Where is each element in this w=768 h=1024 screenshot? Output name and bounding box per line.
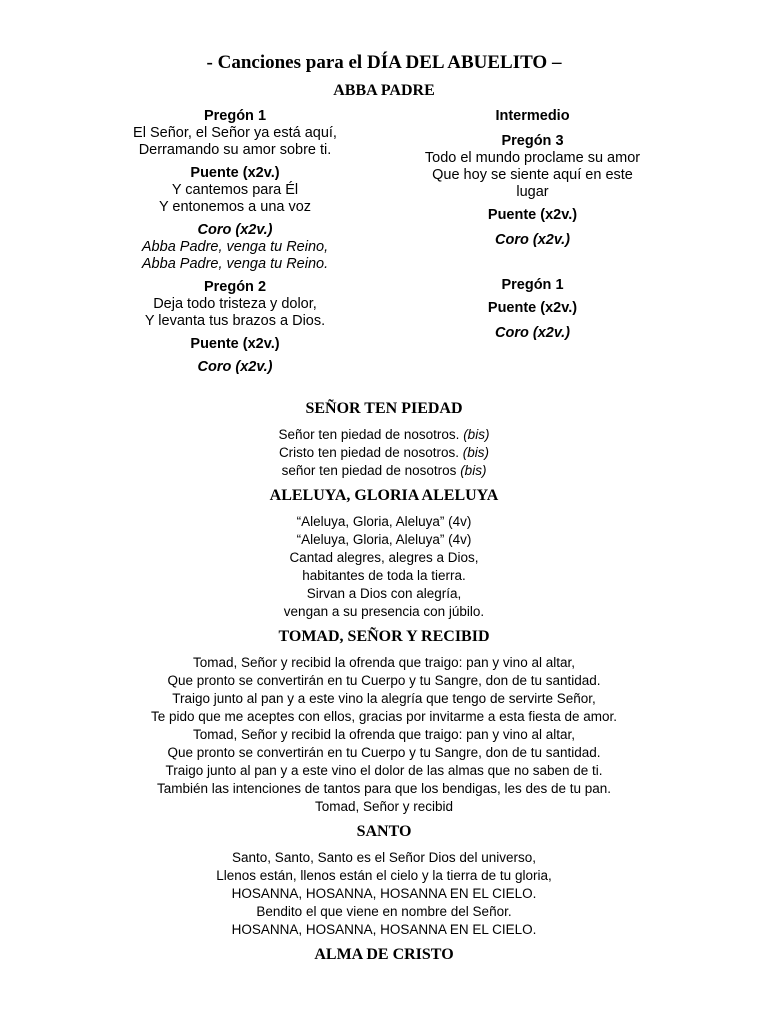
lyric-line: Derramando su amor sobre ti. bbox=[138, 142, 332, 158]
abba-left-column bbox=[110, 108, 360, 376]
page-title-prefix: - Canciones para el bbox=[206, 52, 367, 73]
bis-marker: (bis) bbox=[463, 427, 490, 442]
lyric-line: Te pido que me aceptes con ellos, gracias por invitarme a esta fiesta de amor. bbox=[150, 709, 617, 724]
lyric-line: También las intenciones de tantos para que los bendigas, les des de tu pan. bbox=[156, 781, 612, 796]
intermedio-label: Intermedio bbox=[495, 108, 570, 124]
lyric-line: Tomad, Señor y recibid bbox=[314, 799, 454, 814]
lyric-line: Abba Padre, venga tu Reino. bbox=[141, 256, 329, 272]
aleluya-lyrics bbox=[0, 513, 768, 621]
lyric-line bbox=[0, 462, 768, 480]
pregon-3-label: Pregón 3 bbox=[501, 133, 564, 149]
lyric-line: vengan a su presencia con júbilo. bbox=[283, 604, 485, 619]
puente-label: Puente (x2v.) bbox=[190, 336, 280, 352]
coro-label: Coro (x2v.) bbox=[495, 232, 570, 248]
lyric-line: lugar bbox=[516, 184, 549, 200]
lyric-line: Abba Padre, venga tu Reino, bbox=[141, 239, 329, 255]
abba-right-column bbox=[405, 108, 660, 342]
coro-label: Coro (x2v.) bbox=[197, 359, 273, 375]
lyric-line: “Aleluya, Gloria, Aleluya” (4v) bbox=[296, 532, 472, 547]
lyric-line: Deja todo tristeza y dolor, bbox=[153, 296, 317, 312]
song-title-tomad: TOMAD, SEÑOR Y RECIBID bbox=[278, 628, 490, 645]
lyric-line: Que pronto se convertirán en tu Cuerpo y tu Sangre, don de tu santidad. bbox=[167, 673, 601, 688]
page-title-main: DÍA DEL ABUELITO – bbox=[366, 52, 562, 73]
puente-label: Puente (x2v.) bbox=[190, 165, 280, 181]
spacer bbox=[405, 249, 660, 271]
lyric-line: Cantad alegres, alegres a Dios, bbox=[289, 550, 479, 565]
lyric-line: Traigo junto al pan y a este vino la alegría que tengo de servirte Señor, bbox=[172, 691, 596, 706]
puente-label: Puente (x2v.) bbox=[487, 207, 578, 223]
lyric-text: señor ten piedad de nosotros bbox=[281, 463, 461, 478]
lyric-line: Y cantemos para Él bbox=[171, 182, 299, 198]
lyric-line: Todo el mundo proclame su amor bbox=[424, 150, 641, 166]
song-title-santo: SANTO bbox=[356, 823, 412, 840]
song-title-abba-padre: ABBA PADRE bbox=[333, 82, 435, 99]
lyric-line: Que pronto se convertirán en tu Cuerpo y tu Sangre, don de tu santidad. bbox=[167, 745, 601, 760]
lyric-text: Señor ten piedad de nosotros. bbox=[278, 427, 464, 442]
lyric-line: Que hoy se siente aquí en este bbox=[432, 167, 633, 183]
lyric-line: Santo, Santo, Santo es el Señor Dios del universo, bbox=[232, 850, 536, 865]
lyric-line bbox=[0, 444, 768, 462]
page-title bbox=[0, 52, 768, 74]
lyric-line: Tomad, Señor y recibid la ofrenda que traigo: pan y vino al altar, bbox=[193, 655, 575, 670]
santo-lyrics bbox=[0, 849, 768, 939]
lyric-line bbox=[0, 426, 768, 444]
lyric-line: Bendito el que viene en nombre del Señor. bbox=[256, 904, 512, 919]
song-title-aleluya: ALELUYA, GLORIA ALELUYA bbox=[269, 487, 499, 504]
coro-label: Coro (x2v.) bbox=[197, 222, 273, 238]
lyric-line: HOSANNA, HOSANNA, HOSANNA EN EL CIELO. bbox=[231, 886, 537, 901]
puente-label: Puente (x2v.) bbox=[487, 300, 578, 316]
bis-marker: (bis) bbox=[460, 463, 487, 478]
lyric-text: Cristo ten piedad de nosotros. bbox=[278, 445, 463, 460]
song-title-senor-ten-piedad: SEÑOR TEN PIEDAD bbox=[305, 400, 463, 417]
lyric-line: Traigo junto al pan y a este vino el dolor de las almas que no saben de ti. bbox=[165, 763, 603, 778]
senor-lyrics bbox=[0, 426, 768, 480]
lyric-line: “Aleluya, Gloria, Aleluya” (4v) bbox=[296, 514, 472, 529]
song-title-alma-de-cristo: ALMA DE CRISTO bbox=[314, 946, 454, 963]
pregon-1-label: Pregón 1 bbox=[501, 277, 564, 293]
lyric-line: HOSANNA, HOSANNA, HOSANNA EN EL CIELO. bbox=[231, 922, 537, 937]
lyric-line: Y entonemos a una voz bbox=[158, 199, 312, 215]
bis-marker: (bis) bbox=[462, 445, 490, 460]
lyric-line: habitantes de toda la tierra. bbox=[302, 568, 466, 583]
lyric-line: Llenos están, llenos están el cielo y la tierra de tu gloria, bbox=[216, 868, 552, 883]
lyric-line: Y levanta tus brazos a Dios. bbox=[144, 313, 326, 329]
coro-label: Coro (x2v.) bbox=[495, 325, 570, 341]
lyric-line: Sirvan a Dios con alegría, bbox=[306, 586, 462, 601]
lyric-line: Tomad, Señor y recibid la ofrenda que traigo: pan y vino al altar, bbox=[193, 727, 575, 742]
pregon-1-label: Pregón 1 bbox=[203, 108, 267, 124]
pregon-2-label: Pregón 2 bbox=[203, 279, 267, 295]
tomad-lyrics bbox=[0, 654, 768, 816]
lyric-line: El Señor, el Señor ya está aquí, bbox=[133, 125, 337, 141]
